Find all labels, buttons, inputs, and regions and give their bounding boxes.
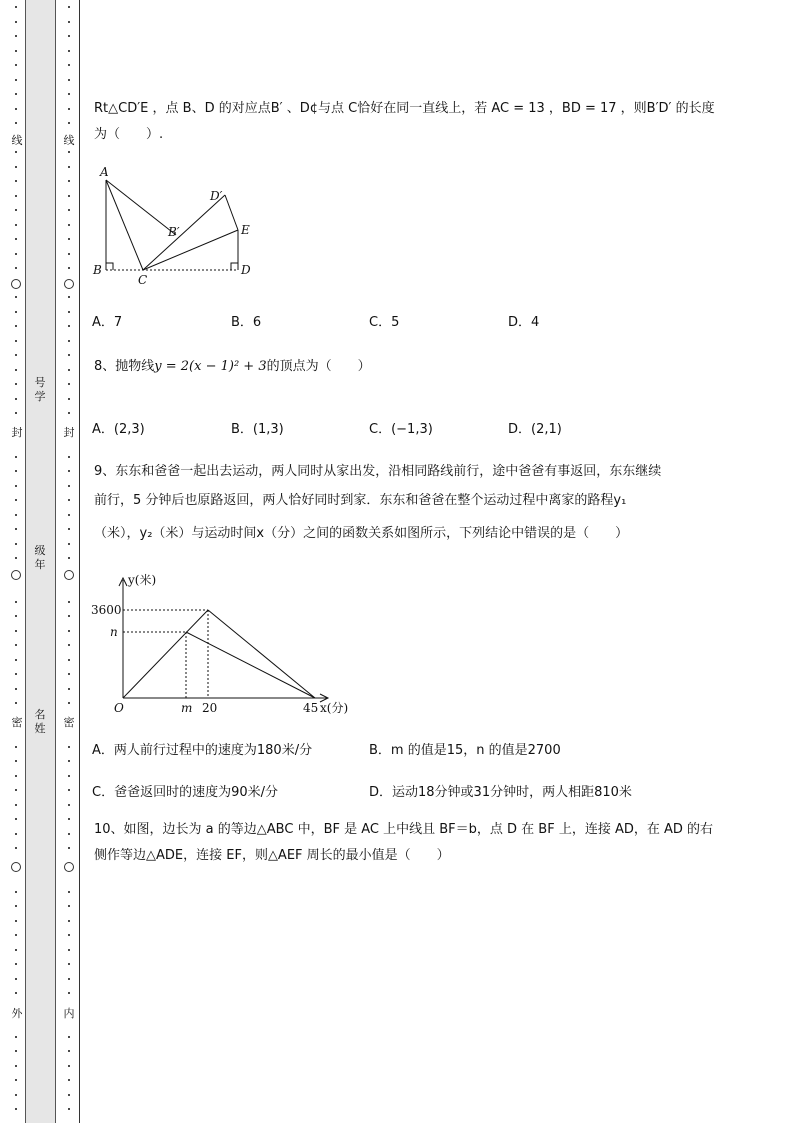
q7-label-e: E (241, 223, 250, 237)
margin-dot (68, 601, 70, 603)
margin-dot (68, 891, 70, 893)
margin-dot (15, 818, 17, 820)
margin-dot (15, 499, 17, 501)
q7-option-d: D．4 (508, 315, 540, 330)
margin-dot (15, 412, 17, 414)
margin-dot (15, 1079, 17, 1081)
margin-dot (68, 93, 70, 95)
margin-dot (15, 267, 17, 269)
margin-dot (68, 209, 70, 211)
q7-seg-ab-prime (106, 180, 176, 235)
margin-dot (15, 50, 17, 52)
margin-dot (15, 905, 17, 907)
margin-dot (68, 108, 70, 110)
margin-dot (15, 920, 17, 922)
q7-label-c: C (138, 273, 148, 287)
margin-dot (68, 992, 70, 994)
margin-dot (15, 209, 17, 211)
margin-dot (15, 296, 17, 298)
margin-dot (68, 238, 70, 240)
margin-dot (15, 238, 17, 240)
q8-stem-suffix: 的顶点为（ ） (266, 359, 371, 374)
q9-dongdong-back (208, 610, 315, 698)
margin-dot (68, 267, 70, 269)
outer-circle-1 (11, 279, 21, 289)
margin-dot (15, 180, 17, 182)
margin-dot (15, 978, 17, 980)
q9-line-1: 9、东东和爸爸一起出去运动，两人同时从家出发，沿相同路线前行，途中爸爸有事返回，东东继续 (94, 464, 662, 479)
inner-circle-3 (64, 862, 74, 872)
margin-dot (68, 1094, 70, 1096)
margin-dot (15, 311, 17, 313)
margin-dot (15, 325, 17, 327)
margin-dot (68, 557, 70, 559)
outer-char-feng: 封 (11, 426, 23, 439)
margin-dot (15, 1094, 17, 1096)
margin-dot (15, 1065, 17, 1067)
inner-dotted-line (63, 0, 75, 1123)
margin-dot (68, 978, 70, 980)
margin-dot (68, 35, 70, 37)
margin-dot (68, 383, 70, 385)
margin-dot (68, 412, 70, 414)
margin-dot (68, 702, 70, 704)
q9-graph (88, 568, 368, 718)
margin-dot (68, 630, 70, 632)
q7-label-b-prime: B′ (168, 225, 180, 239)
margin-dot (68, 354, 70, 356)
margin-dot (68, 847, 70, 849)
margin-dot (68, 1065, 70, 1067)
margin-dot (15, 963, 17, 965)
margin-dot (15, 108, 17, 110)
margin-dot (68, 6, 70, 8)
margin-dot (15, 21, 17, 23)
q7-label-d-prime: D′ (210, 189, 223, 203)
margin-dot (68, 296, 70, 298)
field-student-number: 号学 (34, 376, 46, 403)
q7-label-a: A (100, 165, 109, 179)
q7-option-b: B．6 (231, 315, 262, 330)
margin-dot (15, 789, 17, 791)
margin-dot (15, 122, 17, 124)
margin-dot (68, 528, 70, 530)
margin-dot (68, 1079, 70, 1081)
margin-dot (68, 253, 70, 255)
margin-dot (15, 804, 17, 806)
margin-dot (15, 253, 17, 255)
q8-option-b: B．(1,3) (231, 422, 284, 437)
margin-dot (68, 934, 70, 936)
margin-dot (15, 1050, 17, 1052)
q7-seg-cd-prime (143, 195, 225, 270)
margin-dot (15, 93, 17, 95)
margin-dot (68, 644, 70, 646)
outer-dotted-line (10, 0, 22, 1123)
margin-dot (68, 325, 70, 327)
inner-char-nei: 内 (63, 1007, 75, 1020)
margin-dot (15, 949, 17, 951)
outer-circle-3 (11, 862, 21, 872)
margin-dot (15, 340, 17, 342)
q9-option-d: D．运动18分钟或31分钟时，两人相距810米 (369, 785, 632, 800)
margin-dot (68, 1036, 70, 1038)
margin-dot (68, 949, 70, 951)
margin-dot (68, 311, 70, 313)
margin-dot (68, 905, 70, 907)
q9-option-a: A．两人前行过程中的速度为180米/分 (92, 743, 313, 758)
margin-dot (68, 775, 70, 777)
margin-dot (68, 920, 70, 922)
q7-seg-ac (106, 180, 143, 270)
margin-dot (15, 847, 17, 849)
margin-dot (15, 688, 17, 690)
margin-dot (15, 514, 17, 516)
margin-dot (15, 1108, 17, 1110)
q8-formula: y = 2(x − 1)² + 3 (154, 359, 267, 374)
q9-tick-3600: 3600 (91, 603, 122, 617)
margin-dot (15, 601, 17, 603)
margin-rule (79, 0, 80, 1123)
margin-dot (68, 166, 70, 168)
q9-tick-45: 45 (303, 701, 319, 715)
q8-stem-prefix: 8、抛物线 (94, 359, 155, 374)
margin-dot (15, 1036, 17, 1038)
margin-dot (15, 64, 17, 66)
margin-dot (68, 833, 70, 835)
q9-option-b: B．m 的值是15，n 的值是2700 (369, 743, 561, 758)
q9-tick-20: 20 (202, 701, 218, 715)
q9-origin: O (114, 701, 124, 715)
field-name: 名姓 (34, 708, 46, 735)
margin-dot (15, 644, 17, 646)
margin-dot (15, 673, 17, 675)
margin-dot (68, 79, 70, 81)
margin-dot (68, 64, 70, 66)
q9-tick-m: m (181, 701, 193, 715)
margin-dot (68, 485, 70, 487)
margin-dot (15, 398, 17, 400)
margin-dot (15, 383, 17, 385)
margin-dot (15, 891, 17, 893)
inner-char-mi: 密 (63, 716, 75, 729)
margin-dot (68, 151, 70, 153)
margin-dot (15, 659, 17, 661)
outer-char-wai: 外 (11, 1007, 23, 1020)
q9-dongdong-out (123, 610, 208, 698)
q7-seg-d-prime-e (225, 195, 238, 230)
margin-dot (68, 1050, 70, 1052)
margin-dot (15, 630, 17, 632)
q8-option-c: C．(−1,3) (369, 422, 433, 437)
q8-option-a: A．(2,3) (92, 422, 145, 437)
q9-x-axis-label: x(分) (320, 701, 349, 715)
q7-label-d: D (241, 263, 251, 277)
margin-dot (15, 934, 17, 936)
margin-dot (15, 833, 17, 835)
margin-dot (68, 122, 70, 124)
q10-line-2: 侧作等边△ADE，连接 EF，则△AEF 周长的最小值是（ ） (94, 848, 450, 863)
margin-dot (68, 470, 70, 472)
field-grade: 级年 (34, 544, 46, 571)
margin-dot (15, 35, 17, 37)
margin-dot (68, 50, 70, 52)
margin-dot (68, 499, 70, 501)
margin-dot (15, 456, 17, 458)
inner-char-xian: 线 (63, 134, 75, 147)
margin-dot (15, 615, 17, 617)
q7-label-b: B (93, 263, 102, 277)
margin-dot (68, 615, 70, 617)
q9-tick-n: n (110, 625, 118, 639)
margin-dot (68, 456, 70, 458)
q7-line-1: Rt△CD′E ，点 B、D 的对应点B′ 、D¢与点 C恰好在同一直线上，若 AC = 13 ，BD = 17 ，则B′D′ 的长度 (94, 101, 715, 116)
margin-dot (15, 79, 17, 81)
margin-dot (15, 354, 17, 356)
inner-circle-2 (64, 570, 74, 580)
margin-dot (68, 369, 70, 371)
margin-dot (68, 688, 70, 690)
q7-option-a: A．7 (92, 315, 123, 330)
margin-dot (15, 992, 17, 994)
margin-dot (68, 760, 70, 762)
margin-dot (68, 789, 70, 791)
margin-dot (68, 195, 70, 197)
inner-circle-1 (64, 279, 74, 289)
q9-dad-back (186, 632, 315, 698)
margin-dot (15, 195, 17, 197)
margin-dot (68, 543, 70, 545)
margin-dot (68, 659, 70, 661)
margin-dot (68, 818, 70, 820)
binding-margin (0, 0, 82, 1123)
q7-option-c: C．5 (369, 315, 400, 330)
margin-dot (68, 398, 70, 400)
margin-dot (15, 760, 17, 762)
q7-figure (88, 162, 258, 287)
q10-line-1: 10、如图，边长为 a 的等边△ABC 中，BF 是 AC 上中线且 BF＝b，点 D 在 BF 上，连接 AD，在 AD 的右 (94, 822, 714, 837)
q9-y-axis-label: y(米) (128, 573, 157, 587)
margin-dot (68, 746, 70, 748)
margin-dot (68, 21, 70, 23)
margin-dot (15, 166, 17, 168)
q9-option-c: C．爸爸返回时的速度为90米/分 (92, 785, 278, 800)
outer-char-xian: 线 (11, 134, 23, 147)
outer-circle-2 (11, 570, 21, 580)
margin-dot (15, 369, 17, 371)
q7-seg-ce (143, 230, 238, 270)
margin-dot (15, 746, 17, 748)
margin-dot (68, 180, 70, 182)
outer-char-mi: 密 (11, 716, 23, 729)
margin-dot (68, 963, 70, 965)
margin-dot (68, 224, 70, 226)
q7-right-angle-b (106, 263, 113, 270)
q7-line-2: 为（ ）. (94, 127, 164, 142)
q7-right-angle-d (231, 263, 238, 270)
margin-dot (68, 1108, 70, 1110)
q8-option-d: D．(2,1) (508, 422, 562, 437)
q8-stem (94, 358, 371, 376)
margin-dot (15, 224, 17, 226)
margin-dot (15, 543, 17, 545)
q9-line-2: 前行，5 分钟后也原路返回，两人恰好同时到家．东东和爸爸在整个运动过程中离家的路程y₁ (94, 493, 627, 508)
margin-dot (15, 470, 17, 472)
margin-dot (15, 702, 17, 704)
inner-char-feng: 封 (63, 426, 75, 439)
margin-dot (68, 804, 70, 806)
margin-dot (15, 485, 17, 487)
margin-dot (15, 151, 17, 153)
margin-dot (15, 528, 17, 530)
margin-dot (15, 557, 17, 559)
margin-dot (68, 340, 70, 342)
margin-dot (68, 514, 70, 516)
q9-line-3: （米），y₂（米）与运动时间x（分）之间的函数关系如图所示，下列结论中错误的是（ ） (94, 526, 629, 541)
margin-dot (68, 673, 70, 675)
margin-dot (15, 6, 17, 8)
margin-dot (15, 775, 17, 777)
